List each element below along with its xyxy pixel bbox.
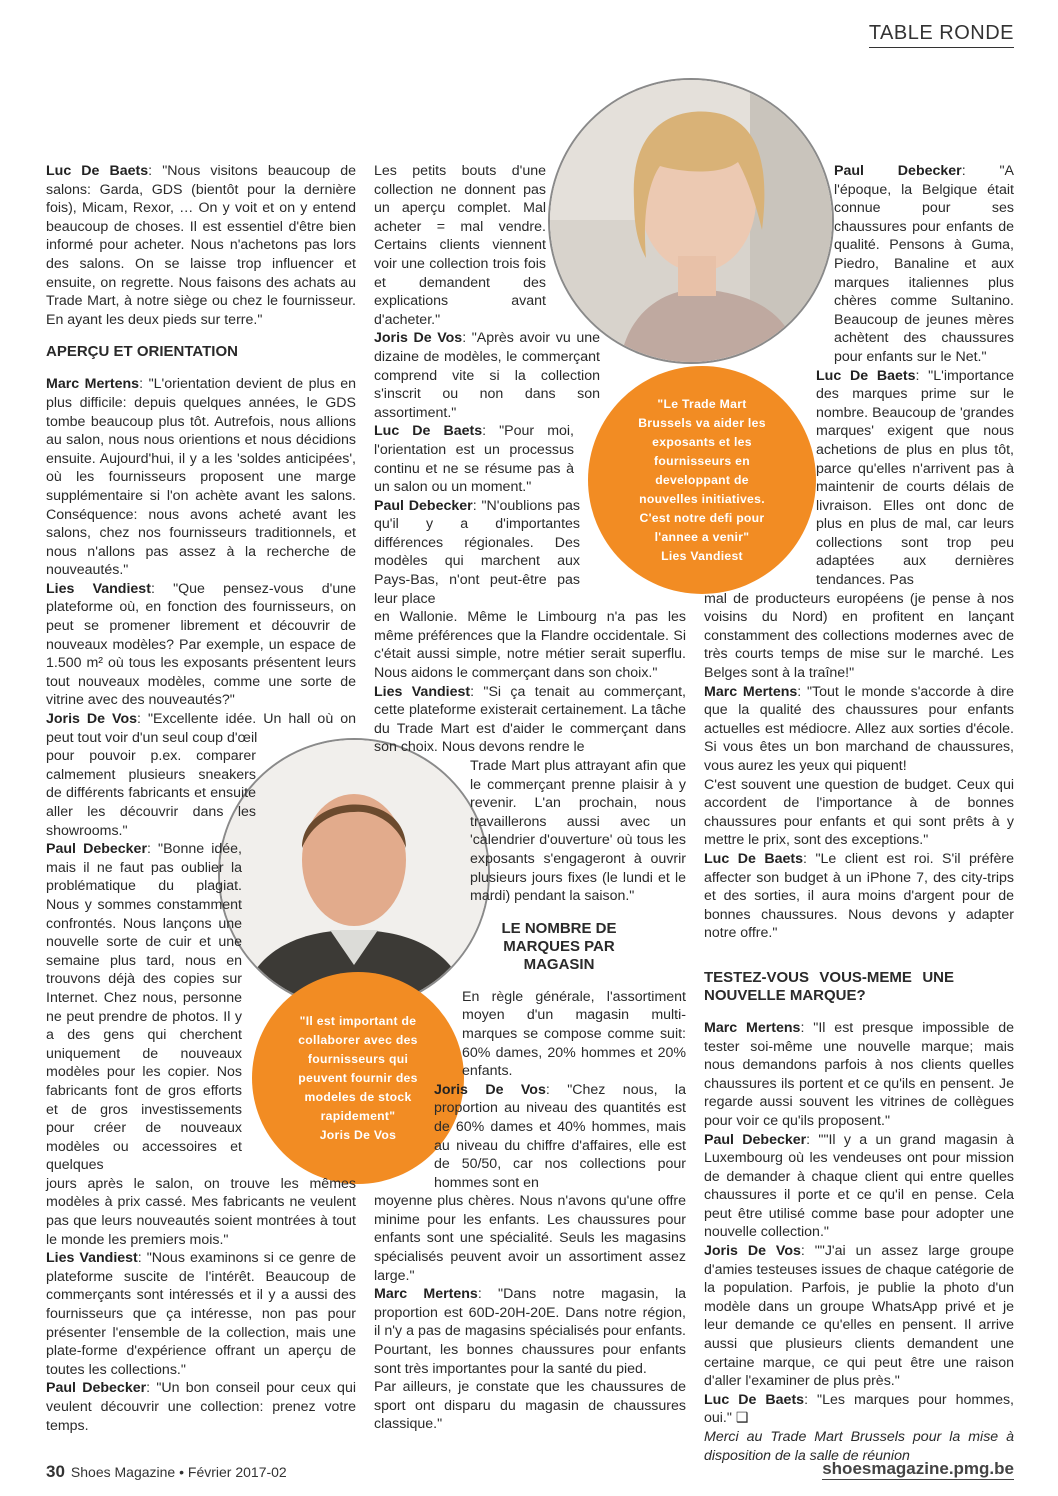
speaker-name: Luc De Baets [46, 163, 149, 179]
paragraph-text: : "Dans notre magasin, la proportion est 60D-20H-20E. Dans notre région, il n'y a pas de magasins spécialisés pour enfants. Pourtant, les bonnes chaussures pour enfants sont très importantes pour la santé du pied. [374, 1286, 686, 1377]
speaker-name: Paul Debecker [46, 841, 147, 858]
quote-line: l'annee a venir" [654, 529, 750, 544]
paragraph-text: : "Nous examinons si ce genre de plateforme suscite de l'intérêt. Beaucoup de commerçants sont intéressés et il y a aussi des fournisseurs que ça intéresse, non pas pour présenter l'ensemble de la collection, mais une plate-forme d'expérience offrant un aperçu de toutes les collections." [46, 1250, 356, 1378]
speaker-name: Marc Mertens [704, 1019, 801, 1036]
paragraph-text: : "Pour moi, l'orientation est un processus continu et ne se résume pas à un salon ou un moment." [374, 423, 574, 496]
paragraph [816, 367, 1014, 590]
paragraph-text: : "N'oublions pas qu'il y a d'importantes différences régionales. Des modèles qui marchent aux Pays-Bas, n'ont peut-être pas leur place [374, 497, 580, 607]
speaker-name: Lies Vandiest [46, 580, 151, 597]
paragraph [46, 580, 356, 710]
speaker-name: Joris De Vos [434, 1081, 546, 1098]
magazine-issue: Shoes Magazine • Février 2017-02 [70, 1464, 287, 1480]
quote-line: collaborer avec des [298, 1032, 418, 1047]
paragraph [46, 1175, 356, 1249]
quote-author: Lies Vandiest [661, 548, 743, 563]
paragraph-text: mal de producteurs européens (je pense à nos voisins du Nord) en profitent en lançant constamment des collections modernes avec de très courts temps de mise sur le marché. Les Belges sont à la traîne!" [704, 590, 1014, 682]
paragraph [374, 683, 686, 757]
paragraph [374, 1378, 686, 1434]
paragraph-text: : "Le client est roi. S'il préfère affecter son budget à un iPhone 7, des city-trips et des sorties, il aura moins d'argent pour de bonnes chaussures. Nous devons y adapter notre offre." [704, 850, 1014, 942]
paragraph-text: : "Bonne idée, mais il ne faut pas oublier la problématique du plagiat. Nous y sommes constamment confrontés. Nous lançons une nouvelle sorte de cuir et une semaine plus tard, nous en trouvons déjà des copies sur Internet. Chez nous, personne ne peut prendre de photos. Il y a des gens qui cherchent uniquement de nouveaux modèles pour les copier. Nos fabricants font de gros efforts et de gros investissements pour créer de nouveaux modèles ou accessoires et quelques [46, 841, 243, 1174]
quote-line: fournisseurs en [654, 453, 750, 468]
quote-line: C'est notre defi pour [639, 510, 765, 525]
speaker-name: Luc De Baets [704, 1391, 805, 1408]
paragraph [374, 422, 574, 496]
paragraph-text: : "Tout le monde s'accorde à dire que la qualité des chaussures pour enfants actuelles est médiocre. Allez aux sorties d'école. Si vous êtes un bon marchand de chaussures, vous aurez les yeux qui piquent! [704, 683, 1014, 774]
paragraph [46, 710, 356, 747]
quote-line: "Le Trade Mart [657, 396, 747, 411]
paragraph [374, 329, 600, 422]
quote-line: "Il est important de [299, 1013, 417, 1028]
column-1 [46, 162, 356, 1435]
speaker-name: Luc De Baets [704, 850, 804, 867]
paragraph-text: En règle générale, l'assortiment moyen d'un magasin multi-marques se compose comme suit: 60% dames, 20% hommes et 20% enfants. [462, 988, 686, 1080]
paragraph [704, 1019, 1014, 1131]
paragraph-text: Les petits bouts d'une collection ne donnent pas un aperçu complet. Mal acheter = mal vendre. Certains clients viennent voir une collection trois fois et demandent des explications avant d'acheter." [374, 163, 546, 328]
paragraph-text: pour pouvoir p.ex. comparer calmement plusieurs sneakers de différents fabricants et ensuite aller les découvrir dans les showrooms." [46, 748, 256, 839]
quote-line: modeles de stock [304, 1089, 412, 1104]
paragraph [46, 162, 356, 329]
paragraph-text: : "L'orientation devient de plus en plus difficile: depuis quelques années, le GDS tombe beaucoup plus tôt. Autrefois, nous allions au salon, nous nous orientions et nous décidions ensuite. Aujourd'hui, il y a les 'soldes anticipées', où les fournisseurs proposent une marge supplémentaire si l'on achète avant les salons. Conséquence: nous avons acheté avant les salons, chez nos fournisseurs traditionnels, et nous n'allons pas assez à la recherche de nouveautés." [46, 376, 356, 579]
section-heading: TESTEZ-VOUS VOUS-MEME UNE NOUVELLE MARQUE? [704, 968, 954, 1004]
column-3 [704, 162, 1014, 1465]
paragraph [470, 757, 686, 906]
quote-author: Joris De Vos [319, 1127, 397, 1142]
page-number: 30 [46, 1462, 65, 1481]
paragraph-text: : "Il est presque impossible de tester soi-même une nouvelle marque; mais nous demandons parfois à nos clients quelles chaussures ils portent et ce qu'ils en pensent. Je regarde aussi souvent les vitrines de collègues pour voir ce qu'ils proposent." [704, 1019, 1015, 1129]
quote-line: peuvent fournir des [298, 1070, 418, 1085]
column-2 [374, 162, 686, 1434]
paragraph-text: : ""Il y a un grand magasin à Luxembourg où les vendeuses ont pour mission de demander à chaque client qui entre quelles chaussures il porte et ce qu'il en pense. Cela peut être utilisé comme base pour adopter une nouvelle collection." [704, 1131, 1014, 1241]
speaker-name: Lies Vandiest [46, 1250, 138, 1267]
speaker-name: Joris De Vos [704, 1243, 801, 1260]
speaker-name: Paul Debecker [834, 163, 962, 179]
paragraph [46, 840, 242, 1175]
speaker-name: Joris De Vos [374, 330, 463, 347]
paragraph-text: : "Après avoir vu une dizaine de modèles, le commerçant comprend vite si la collection s'inscrit ou non dans son assortiment." [374, 330, 600, 421]
section-heading: LE NOMBRE DE MARQUES PAR MAGASIN [501, 919, 617, 973]
section-label: TABLE RONDE [869, 22, 1014, 48]
speaker-name: Joris De Vos [46, 711, 138, 728]
speaker-name: Paul Debecker [46, 1380, 147, 1397]
speaker-name: Paul Debecker [704, 1131, 807, 1148]
paragraph-text: Par ailleurs, je constate que les chaussures de sport ont disparu du magasin de chaussures classique." [374, 1379, 686, 1433]
paragraph [704, 776, 1014, 850]
paragraph-text: : "Excellente idée. Un hall où on peut tout voir d'un seul coup d'œil [46, 711, 356, 746]
quote-line: fournisseurs qui [307, 1051, 409, 1066]
quote-line: rapidement" [320, 1108, 396, 1123]
paragraph [46, 1249, 356, 1379]
quote-line: developpant de [655, 472, 749, 487]
speaker-name: Marc Mertens [374, 1286, 478, 1303]
website-link[interactable]: shoesmagazine.pmg.be [822, 1459, 1014, 1478]
paragraph [374, 162, 546, 329]
quote-line: nouvelles initiatives. [639, 491, 765, 506]
speaker-name: Marc Mertens [704, 683, 798, 700]
paragraph-text: : "Si ça tenait au commerçant, cette plateforme existerait certainement. La tâche du Trade Mart est d'aider le commerçant dans son choix. Nous devons rendre le [374, 683, 686, 756]
paragraph-text: : "A l'époque, la Belgique était connue pour ses chaussures pour enfants de qualité. Pensons à Guma, Piedro, Banaline et aux marques italiennes plus chères comme Sultanino. Beaucoup de jeunes mères achètent des chaussures pour enfants sur le Net." [834, 163, 1014, 365]
speaker-name: Luc De Baets [816, 367, 916, 384]
speaker-name: Paul Debecker [374, 497, 473, 514]
paragraph-text: moyenne plus chères. Nous n'avons qu'une offre minime pour les enfants. Les chaussures pour enfants sont une spécialité. Seuls les magasins spécialisés peuvent avoir un assortiment assez large." [374, 1193, 686, 1284]
paragraph-text: : "Chez nous, la proportion au niveau des quantités est de 60% dames et 40% hommes, mais au niveau du chiffre d'affaires, elle est de 50/50, car nos collections pour hommes sont en [434, 1081, 686, 1191]
section-heading: APERÇU ET ORIENTATION [46, 343, 238, 361]
paragraph-text: C'est souvent une question de budget. Ceux qui accordent de l'importance à de bonnes chaussures pour enfants et qui sont prêts à y mettre le prix, sont des exceptions." [704, 776, 1014, 849]
paragraph [704, 1131, 1014, 1243]
paragraph [46, 375, 356, 580]
paragraph [374, 497, 580, 609]
paragraph [704, 683, 1014, 776]
paragraph [462, 988, 686, 1081]
paragraph [704, 590, 1014, 683]
paragraph [834, 162, 1014, 367]
paragraph [46, 747, 256, 840]
speaker-name: Luc De Baets [374, 423, 483, 440]
quote-line: exposants et les [652, 434, 752, 449]
paragraph-text: : "L'importance des marques prime sur le nombre. Beaucoup de 'grandes marques' exigent que nous achetions de plus en plus tôt, parce qu'elles n'arrivent pas à maintenir de courts délais de livraison. Elles ont donc de plus en plus de mal, car leurs collections sont trop peu adaptées aux dernières tendances. Pas [816, 367, 1015, 589]
paragraph-text: : ""J'ai un assez large groupe d'amies testeuses issues de chaque catégorie de la population. Parfois, je publie la photo d'un modèle dans un groupe WhatsApp privé et je leur demande ce qu'elles en pensent. Il arrive aussi que plusieurs clients demandent une certaine marque, ce qui peut être une raison d'aller l'examiner de plus près." [704, 1243, 1014, 1390]
speaker-name: Lies Vandiest [374, 683, 471, 700]
paragraph-text: : "Un bon conseil pour ceux qui veulent découvrir une collection: prenez votre temps. [46, 1380, 356, 1434]
quote-line: Brussels va aider les [638, 415, 766, 430]
paragraph-text: Trade Mart plus attrayant afin que le commerçant prenne plaisir à y revenir. L'an prochain, nous travaillerons aussi avec un 'calendrier d'ouverture' où tous les exposants s'engageront à ouvrir plusieurs jours fixes (le lundi et le mardi) pendant la saison." [470, 758, 686, 905]
paragraph [434, 1081, 686, 1193]
paragraph [704, 1242, 1014, 1391]
paragraph-text: : "Que pensez-vous d'une plateforme où, en fonction des fournisseurs, on peut se promener librement et découvrir de nouveaux modèles? Par exemple, un espace de 1.500 m² où tous les exposants présentent leurs tout nouveaux modèles, comme une sorte de vitrine avec des nouveautés?" [46, 580, 356, 709]
closing-text: Merci au Trade Mart Brussels pour la mise à disposition de la salle de réunion [704, 1429, 1014, 1464]
paragraph-text: : "Les marques pour hommes, oui." ❑ [704, 1391, 1014, 1427]
paragraph-text: en Wallonie. Même le Limbourg n'a pas les même préférences que la Flandre occidentale. Si c'était aussi simple, notre métier serait superflu. Nous aidons le commerçant dans son choix." [374, 609, 686, 682]
paragraph [374, 1285, 686, 1378]
paragraph-text: jours après le salon, on trouve les mêmes modèles à prix cassé. Mes fabricants ne veulent pas que leurs nouveautés soient montrées à tout le monde les premiers mois." [46, 1175, 356, 1248]
paragraph-text: : "Nous visitons beaucoup de salons: Garda, GDS (bientôt pour la dernière fois), Micam, Rexor, … On y voit et on y entend beaucoup de choses. Il est essentiel d'être bien informé pour acheter. Nous n'achetons pas lors des salons. On se laisse trop influencer et ensuite, on regrette. Nous faisons des achats au Trade Mart, à notre siège ou chez le fournisseur. En ayant les deux pieds sur terre." [46, 163, 357, 328]
paragraph [704, 850, 1014, 943]
paragraph [374, 1192, 686, 1285]
footer-left [46, 1462, 287, 1482]
speaker-name: Marc Mertens [46, 376, 140, 393]
paragraph [46, 1379, 356, 1435]
paragraph [374, 608, 686, 682]
paragraph [704, 1391, 1014, 1428]
